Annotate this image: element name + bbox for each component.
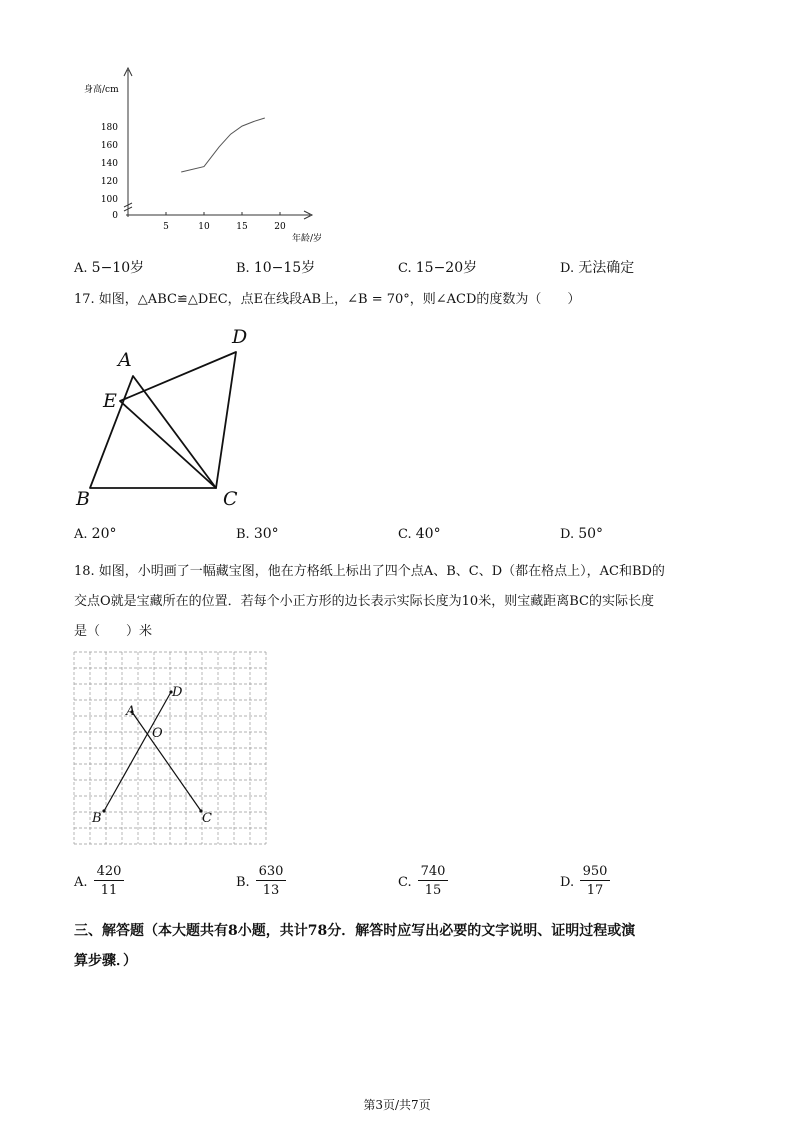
- section-3-heading-line-2: 算步骤．）: [74, 953, 137, 969]
- option-label: C.: [398, 527, 412, 542]
- option-label: D.: [560, 875, 575, 890]
- q16-option-c: [398, 257, 477, 277]
- y-tick-label: 100: [100, 195, 118, 205]
- x-tick-label: 10: [198, 222, 210, 232]
- numerator: 630: [256, 864, 286, 881]
- point-label-b: B: [92, 811, 102, 826]
- y-axis-label: 身高/cm: [84, 85, 119, 95]
- q18-stem-line-2: 交点O就是宝藏所在的位置．若每个小正方形的边长表示实际长度为10米，则宝藏距离BC的实际长度: [74, 594, 654, 609]
- option-label: C.: [398, 261, 412, 276]
- height-age-chart: [70, 62, 330, 250]
- height-growth-line: [181, 118, 265, 172]
- point-label-a: A: [126, 704, 136, 719]
- q17-stem: 17. 如图，△ABC≌△DEC，点E在线段AB上，∠B = 70°，则∠ACD的度数为（ ）: [74, 292, 581, 307]
- denominator: 11: [100, 883, 118, 898]
- page-number-footer: 第3页/共7页: [363, 1098, 431, 1112]
- y-tick-label: 160: [100, 141, 118, 151]
- point-label-d: D: [232, 326, 248, 348]
- option-text: 无法确定: [578, 260, 635, 276]
- numerator: 420: [94, 864, 124, 881]
- option-label: A.: [74, 527, 88, 542]
- option-text: 40°: [415, 526, 441, 542]
- numerator: 950: [580, 864, 610, 881]
- numerator: 740: [418, 864, 448, 881]
- q17-triangle-figure: [70, 322, 270, 517]
- option-label: D.: [560, 261, 575, 276]
- denominator: 13: [262, 883, 280, 898]
- y-tick-label: 140: [100, 159, 118, 169]
- point-label-b: B: [76, 488, 90, 510]
- y-tick-label: 0: [112, 211, 118, 221]
- q17-option-b: [236, 526, 279, 542]
- option-text: 30°: [253, 526, 279, 542]
- y-tick-label: 180: [100, 123, 118, 133]
- x-tick-label: 15: [236, 222, 248, 232]
- triangle-dec: [120, 352, 236, 488]
- denominator: 15: [424, 883, 442, 898]
- q17-option-a: [74, 526, 117, 542]
- q17-option-c: [398, 526, 441, 542]
- point-b: [102, 809, 105, 812]
- option-label: A.: [74, 261, 88, 276]
- section-3-heading-line-1: 三、解答题（本大题共有8小题，共计78分．解答时应写出必要的文字说明、证明过程或演: [74, 923, 636, 939]
- option-label: A.: [74, 875, 88, 890]
- segment-bd: [104, 692, 171, 811]
- option-label: B.: [236, 875, 250, 890]
- q16-option-b: [236, 257, 315, 277]
- point-label-a: A: [118, 349, 132, 371]
- q16-option-d: [560, 257, 634, 277]
- q17-option-d: [560, 526, 603, 542]
- q18-stem-line-3: 是（ ）米: [74, 624, 153, 639]
- option-label: C.: [398, 875, 412, 890]
- q16-option-a: [74, 257, 144, 277]
- option-label: D.: [560, 527, 575, 542]
- denominator: 17: [586, 883, 604, 898]
- option-label: B.: [236, 527, 250, 542]
- option-text: 5−10岁: [91, 260, 145, 276]
- option-label: B.: [236, 261, 250, 276]
- y-tick-label: 120: [100, 177, 118, 187]
- option-text: 10−15岁: [253, 260, 316, 276]
- q18-stem-line-1: 18. 如图，小明画了一幅藏宝图，他在方格纸上标出了四个点A、B、C、D（都在格点上），AC和BD的: [74, 564, 665, 579]
- q18-treasure-map-grid: [72, 648, 268, 848]
- option-text: 20°: [91, 526, 117, 542]
- option-text: 15−20岁: [415, 260, 478, 276]
- x-tick-label: 5: [163, 222, 169, 232]
- point-label-d: D: [172, 685, 183, 700]
- x-axis-label: 年龄/岁: [292, 234, 323, 244]
- point-label-c: C: [202, 811, 212, 826]
- x-tick-label: 20: [274, 222, 286, 232]
- point-label-e: E: [103, 390, 117, 412]
- point-label-c: C: [223, 488, 238, 510]
- option-text: 50°: [578, 526, 604, 542]
- point-label-o: O: [152, 726, 163, 741]
